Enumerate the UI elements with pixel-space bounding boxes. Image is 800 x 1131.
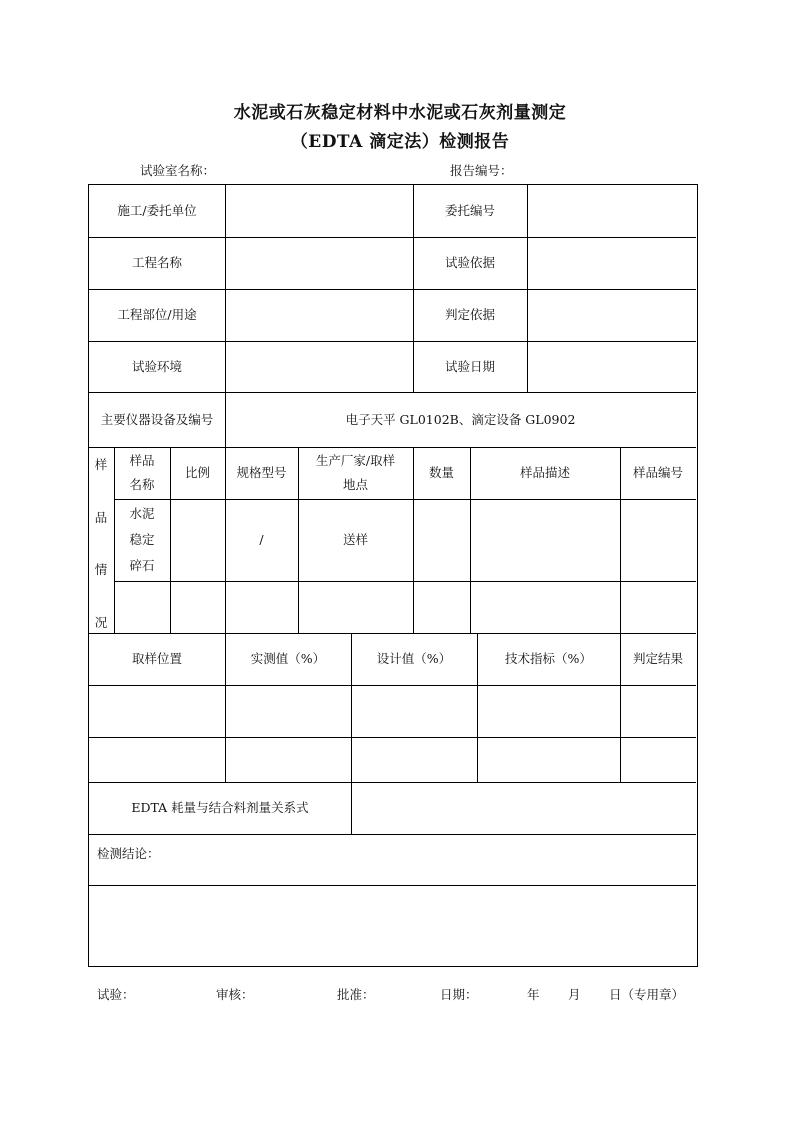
environment-label: 试验环境	[131, 358, 182, 374]
edta-relation-label: EDTA 耗量与结合料剂量关系式	[131, 800, 309, 815]
report-form-table	[88, 184, 698, 967]
project-name-label: 工程名称	[131, 255, 182, 270]
measured-value-header: 实测值（%）	[250, 651, 326, 666]
footer-review-label: 审核：	[216, 987, 254, 1002]
project-part-label: 工程部位/用途	[117, 307, 197, 322]
row-divider	[89, 834, 696, 835]
report-title-line1: 水泥或石灰稳定材料中水泥或石灰剂量测定	[233, 103, 567, 123]
side-char: 品	[94, 509, 108, 525]
row-divider	[89, 885, 696, 886]
report-title-line2: （EDTA 滴定法）检测报告	[290, 132, 510, 152]
report-number-label: 报告编号：	[450, 163, 513, 178]
footer-day-seal-label: 日（专用章）	[609, 987, 685, 1002]
side-char: 况	[94, 614, 108, 630]
lab-name-label: 试验室名称：	[140, 163, 216, 178]
row-divider	[114, 581, 696, 582]
maker-header: 生产厂家/取样 地点	[315, 453, 396, 492]
conclusion-label: 检测结论：	[97, 846, 160, 861]
maker-value: 送样	[342, 532, 368, 547]
design-value-header: 设计值（%）	[376, 651, 452, 666]
sample-name-value: 水泥 稳定 碎石	[129, 506, 155, 573]
tech-index-header: 技术指标（%）	[505, 651, 592, 666]
test-basis-label: 试验依据	[444, 255, 495, 270]
construction-client-label: 施工/委托单位	[117, 203, 197, 218]
sample-no-header: 样品编号	[632, 465, 683, 480]
side-char: 情	[94, 562, 108, 578]
description-header: 样品描述	[519, 465, 570, 480]
footer-date-label: 日期：	[440, 987, 478, 1002]
col-divider	[527, 185, 528, 392]
sample-position-header: 取样位置	[131, 651, 182, 666]
footer-month-label: 月	[568, 987, 581, 1002]
quantity-header: 数量	[428, 465, 454, 480]
spec-value: /	[259, 532, 264, 547]
col-divider	[225, 185, 226, 392]
ratio-header: 比例	[184, 465, 210, 480]
equipment-label: 主要仪器设备及编号	[100, 411, 214, 427]
row-divider	[89, 737, 696, 738]
sample-side-label	[89, 451, 113, 635]
equipment-value: 电子天平 GL0102B、滴定设备 GL0902	[345, 411, 576, 427]
side-char: 样	[94, 457, 108, 472]
row-divider	[89, 685, 696, 686]
sample-name-header: 样品 名称	[129, 453, 155, 492]
judgement-result-header: 判定结果	[632, 651, 683, 666]
footer-test-label: 试验：	[97, 987, 135, 1002]
footer-year-label: 年	[527, 987, 540, 1002]
commission-no-label: 委托编号	[444, 203, 495, 218]
judgement-basis-label: 判定依据	[444, 307, 495, 322]
spec-header: 规格型号	[236, 465, 287, 480]
test-date-label: 试验日期	[444, 358, 495, 374]
footer-approve-label: 批准：	[337, 987, 375, 1002]
